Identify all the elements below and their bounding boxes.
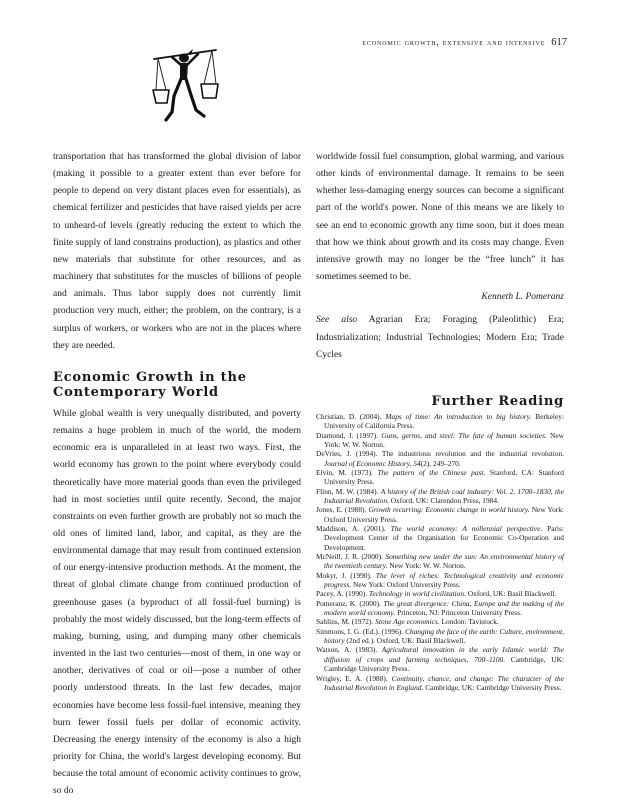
reference-author-year: Maddison, A. (2001). <box>316 524 391 533</box>
reference-item <box>316 599 564 618</box>
reference-title: Guns, germs, and steel: The fate of human societies. <box>381 430 547 440</box>
reference-publisher: (2nd ed.). Oxford, UK: Basil Blackwell. <box>344 636 466 646</box>
reference-publisher: (2), 249–270. <box>420 458 461 468</box>
running-header <box>362 37 567 48</box>
reference-item <box>316 627 564 646</box>
reference-publisher: Berkeley: University of California Press. <box>324 411 565 431</box>
reference-title: Journal of Economic History, 54 <box>324 458 421 468</box>
see-also-text: Agrarian Era; Foraging (Paleolithic) Era; Industrialization; Industrial Technologies; Modern Era; Trade Cycles <box>316 315 564 360</box>
reference-author-year: Mokyr, J. (1990). <box>316 570 376 580</box>
reference-publisher: Cambridge, UK: Cambridge University Press. <box>423 682 562 692</box>
running-title: economic growth, extensive and intensive <box>362 37 546 47</box>
reference-item <box>316 412 564 431</box>
reference-author-year: Pomeranz, K. (2000). <box>316 598 384 608</box>
reference-item <box>316 468 564 487</box>
left-column <box>53 149 301 800</box>
reference-title: Changing the face of the earth: Culture, environment, history <box>324 626 564 646</box>
reference-title: Agricultural innovation in the early Islamic world: The diffusion of crops and farming techniques, 700–1100. <box>324 645 565 664</box>
reference-publisher: Princeton, NJ: Princeton University Press. <box>395 608 522 618</box>
reference-author-year: Flinn, M. W. (1984). <box>316 486 381 496</box>
see-also-label: See also <box>316 315 358 326</box>
figure-carrying-baskets-icon <box>150 46 220 126</box>
reference-author-year: Elvin, M. (1973). <box>316 467 378 477</box>
reference-title: The great divergence: China, Europe and the making of the modern world economy. <box>324 598 564 618</box>
reference-title: Stone Age economics. <box>375 617 440 627</box>
reference-item <box>316 645 564 673</box>
reference-publisher: Oxford, UK: Clarendon Press, 1984. <box>388 495 499 505</box>
reference-publisher: New York: W. W. Norton. <box>324 430 564 449</box>
body-paragraph: worldwide fossil fuel consumption, global warming, and various other kinds of environmental damage. It remains to be seen whether less-damaging energy sources can become a significant part of the world's power. None of this means we are likely to see an end to economic growth any time soon, but it does mean that how we think about growth and its costs may change. Even intensive growth may no longer be the “free lunch” it has sometimes seemed to be. <box>316 152 564 283</box>
reference-item <box>316 524 564 552</box>
reference-list <box>316 412 564 692</box>
reference-title: Growth recurring: Economic change in world history. <box>368 505 530 515</box>
section-heading-line-2: Contemporary World <box>53 384 219 400</box>
reference-item <box>316 674 564 693</box>
right-column <box>316 149 564 692</box>
see-also <box>316 312 564 363</box>
body-paragraph: While global wealth is very unequally distributed, and poverty remains a huge problem in much of the world, the modern economic era is unparalleled in at least two ways. First, the world economy has grown to the point where everybody could theoretically have more material goods than even the privileged had in most societies until quite recently. Second, the major constraints on even further growth are probably not so much the old ones of limited land, labor, and capital, as they are the environmental damage that may result from continued extension of our energy-intensive production methods. At the moment, the threat of global climate change from continued production of greenhouse gases (a byproduct of all fossil-fuel burning) is probably the most widely discussed, but the long-term effects of making, burning, using, and dumping many other chemicals invented in the last two centuries—most of them, in one way or another, derivatives of coal or oil—pose a number of other poorly understood threats. In the last few decades, major economies have become less fossil-fuel intensive, meaning they burn fewer fossil fuels per dollar of economic activity. Decreasing the energy intensity of the economy is also a high priority for China, the world's largest developing economy. But because the total amount of economic activity continues to grow, so do <box>53 408 301 797</box>
reference-item <box>316 431 564 450</box>
reference-title: Technology in world civilization. <box>368 589 466 599</box>
reference-item <box>316 589 564 598</box>
reference-publisher: Cambridge, UK: Cambridge University Press. <box>324 654 564 674</box>
reference-item <box>316 617 564 626</box>
reference-publisher: New York: W. W. Norton. <box>387 561 466 571</box>
further-reading-heading: Further Reading <box>431 393 564 409</box>
reference-publisher: New York: Oxford University Press. <box>351 580 461 590</box>
reference-publisher: Stanford, CA: Stanford University Press. <box>324 467 564 487</box>
page-number: 617 <box>551 37 567 48</box>
section-heading-line-1: Economic Growth in the <box>53 369 247 385</box>
reference-title: The pattern of the Chinese past. <box>377 467 486 477</box>
reference-item <box>316 552 564 571</box>
reference-title: The lever of riches: Technological creativity and economic progress. <box>324 570 564 590</box>
body-paragraph: transportation that has transformed the global division of labor (making it possible to a greater extent than ever before for people to depend on very distant places even for essentials), as chemical fertilizer and pesticides that have raised yields per acre to unheard-of levels (greatly reducing the extent to which the finite supply of land constrains production), as plastics and other new materials that substitute for other resources, and as machinery that substitutes for the muscles of billions of people and animals. Thus labor supply does not currently limit production very much, either; the problem, on the contrary, is a surplus of workers, or workers who are not in the places where they are needed. <box>53 152 301 351</box>
reference-title: The world economy: A millennial perspective. <box>390 524 543 533</box>
reference-author-year: Watson, A. (1983). <box>316 645 382 655</box>
reference-author-year: Wrigley, E. A. (1988). <box>316 673 392 683</box>
reference-title: Something new under the sun: An environmental history of the twentieth century. <box>324 552 564 571</box>
reference-title: A history of the British coal industry: Vol. 2. 1700–1830, the Industrial Revolution. <box>324 486 564 505</box>
reference-item <box>316 487 564 506</box>
reference-author-year: Sahlins, M. (1972). <box>316 617 376 627</box>
reference-author-year: Christian, D. (2004). <box>316 411 386 421</box>
reference-author-year: Pacey, A. (1990). <box>316 589 369 599</box>
reference-publisher: Oxford, UK: Basil Blackwell. <box>465 589 557 599</box>
reference-item <box>316 505 564 524</box>
author-byline: Kenneth L. Pomeranz <box>481 292 564 303</box>
section-heading <box>53 370 301 400</box>
reference-title: Continuity, chance, and change: The character of the Industrial Revolution in England. <box>324 673 564 692</box>
reference-author-year: Simmons, I. G. (Ed.). (1996). <box>316 626 405 636</box>
reference-publisher: Paris: Development Center of the Organisation for Economic Co-Operation and Development. <box>324 524 565 552</box>
reference-author-year: McNeill, J. R. (2000). <box>316 552 386 562</box>
reference-author-year: Diamond, J. (1997). <box>316 430 382 440</box>
reference-publisher: New York: Oxford University Press. <box>324 505 564 524</box>
reference-publisher: London: Tavistock. <box>439 617 499 627</box>
reference-item <box>316 571 564 590</box>
reference-author-year: Jones, E. (1988). <box>316 505 369 515</box>
reference-author-year: DeVries, J. (1994). The industrious revolution and the industrial revolution. <box>316 449 564 459</box>
reference-item <box>316 449 564 468</box>
reference-title: Maps of time: An introduction to big history. <box>385 411 532 421</box>
